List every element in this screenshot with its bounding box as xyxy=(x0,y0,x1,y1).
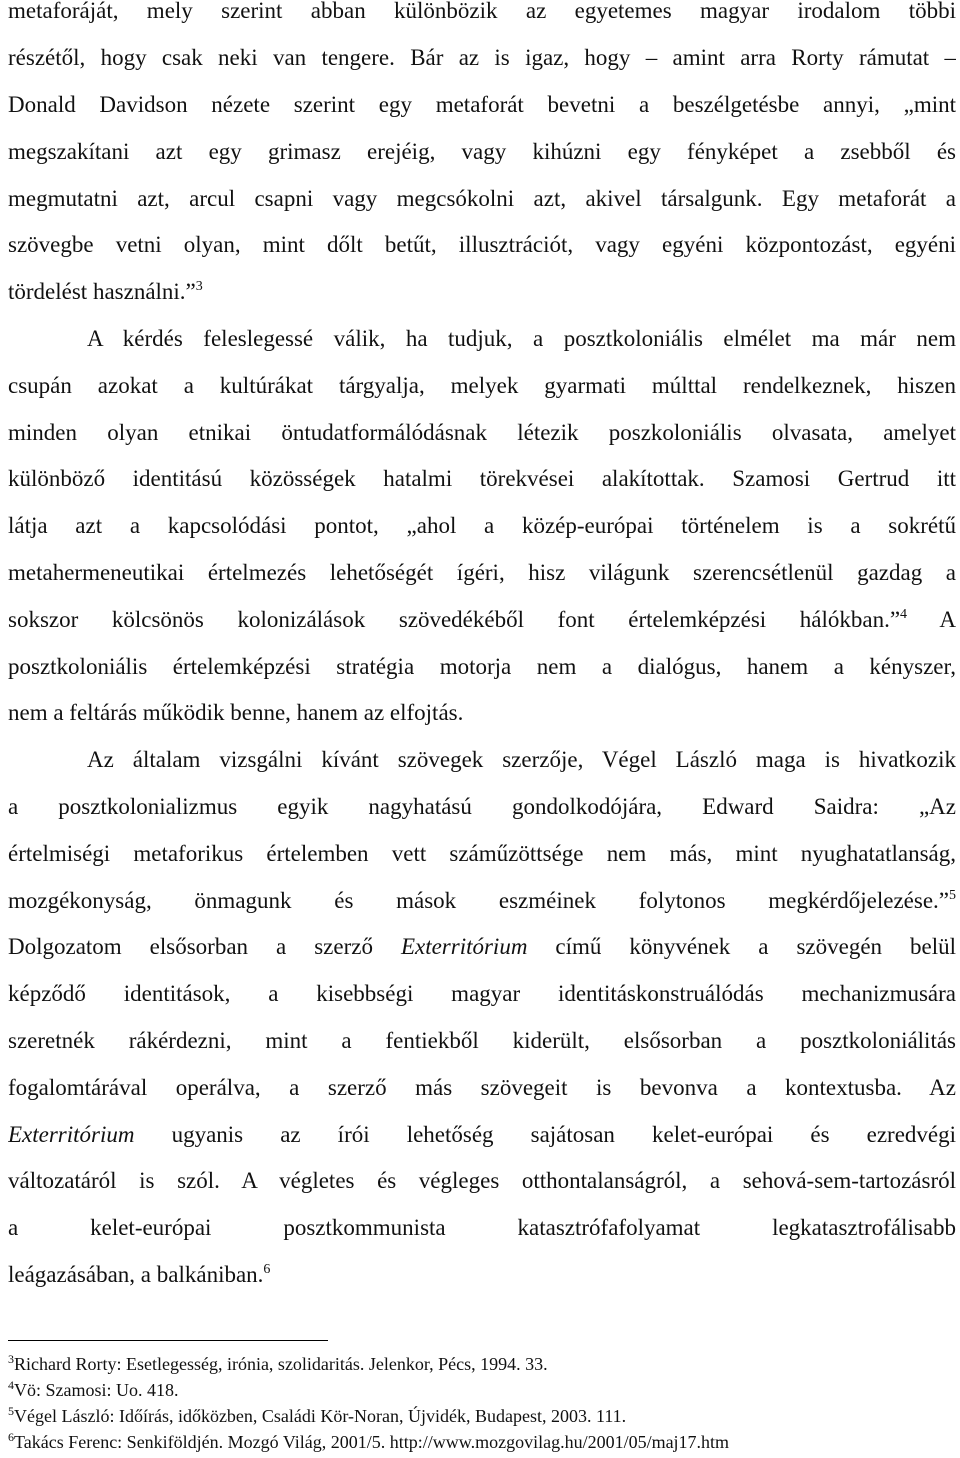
text-segment: leágazásában, a balkániban. xyxy=(8,1262,264,1287)
text-line xyxy=(8,884,956,918)
text-line: a kelet-európai posztkommunista katasztrófafolyamat legkatasztrofálisabb xyxy=(8,1215,956,1240)
text-segment: sokszor kölcsönös kolonizálások szövedékéből font értelemképzési hálókban.” xyxy=(8,607,901,632)
text-segment: című könyvének a szövegén belül xyxy=(555,934,956,959)
footnote-mark: 5 xyxy=(949,888,956,903)
text-line: metaforáját, mely szerint abban különbözik az egyetemes magyar irodalom többi xyxy=(8,0,956,23)
footnote-number: 5 xyxy=(8,1404,14,1418)
footnote-divider xyxy=(8,1340,328,1341)
footnote-number: 6 xyxy=(8,1430,14,1444)
footnote-mark: 4 xyxy=(900,607,908,622)
text-segment: mozgékonyság, önmagunk és mások eszméinek folytonos megkérdőjelezése.” xyxy=(8,888,949,913)
book-title: Exterritórium xyxy=(400,934,528,959)
text-line: posztkoloniális értelemképzési stratégia motorja nem a dialógus, hanem a kényszer, xyxy=(8,654,956,679)
footnote xyxy=(8,1404,626,1428)
text-segment: Dolgozatom elsősorban a szerző xyxy=(8,934,373,959)
text-line: megmutatni azt, arcul csapni vagy megcsókolni azt, akivel társalgunk. Egy metaforát a xyxy=(8,186,956,211)
text-line: változatáról is szól. A végletes és végleges otthontalanságról, a sehová-sem-tartozásról xyxy=(8,1168,956,1193)
text-line: minden olyan etnikai öntudatformálódásnak létezik poszkoloniális olvasata, amelyet xyxy=(8,420,956,445)
footnote-mark: 6 xyxy=(263,1262,271,1277)
text-line: képződő identitások, a kisebbségi magyar identitáskonstruálódás mechanizmusára xyxy=(8,981,956,1006)
text-segment: A xyxy=(939,607,956,632)
footnote xyxy=(8,1352,548,1376)
footnote-text: Végel László: Időírás, időközben, Családi Kör-Noran, Újvidék, Budapest, 2003. 111. xyxy=(14,1406,627,1426)
text-line: megszakítani azt egy grimasz erejéig, vagy kihúzni egy fényképet a zsebből és xyxy=(8,139,956,164)
text-line xyxy=(8,1258,956,1292)
text-line: szeretnék rákérdezni, mint a fentiekből kiderült, elsősorban a posztkoloniálitás xyxy=(8,1028,956,1053)
footnote-text: Takács Ferenc: Senkiföldjén. Mozgó Világ, 2001/5. http://www.mozgovilag.hu/2001/05/maj17.htm xyxy=(14,1432,730,1452)
text-line: értelmiségi metaforikus értelemben vett száműzöttsége nem más, mint nyughatatlanság, xyxy=(8,841,956,866)
text-line: fogalomtárával operálva, a szerző más szövegeit is bevonva a kontextusba. Az xyxy=(8,1075,956,1100)
text-line: Az általam vizsgálni kívánt szövegek szerzője, Végel László maga is hivatkozik xyxy=(87,747,956,772)
footnote-text: Richard Rorty: Esetlegesség, irónia, szolidaritás. Jelenkor, Pécs, 1994. 33. xyxy=(14,1354,548,1374)
footnote xyxy=(8,1430,729,1454)
text-line: A kérdés feleslegessé válik, ha tudjuk, a posztkoloniális elmélet ma már nem xyxy=(87,326,956,351)
footnote-mark: 3 xyxy=(195,279,203,294)
footnote xyxy=(8,1378,179,1402)
text-line: részétől, hogy csak neki van tengere. Bár az is igaz, hogy – amint arra Rorty rámutat – xyxy=(8,45,956,70)
text-line: nem a feltárás működik benne, hanem az elfojtás. xyxy=(8,700,464,725)
text-line: a posztkolonializmus egyik nagyhatású gondolkodójára, Edward Saidra: „Az xyxy=(8,794,956,819)
text-line xyxy=(8,275,956,309)
text-line xyxy=(8,930,956,964)
text-line: csupán azokat a kultúrákat tárgyalja, melyek gyarmati múlttal rendelkeznek, hiszen xyxy=(8,373,956,398)
text-line: különböző identitású közösségek hatalmi törekvései alakítottak. Szamosi Gertrud itt xyxy=(8,466,956,491)
text-line: szövegbe vetni olyan, mint dőlt betűt, illusztrációt, vagy egyéni központozást, egyéni xyxy=(8,232,956,257)
book-title: Exterritórium xyxy=(8,1122,135,1147)
text-segment: tördelést használni.” xyxy=(8,279,196,304)
text-line: Donald Davidson nézete szerint egy metaforát bevetni a beszélgetésbe annyi, „mint xyxy=(8,92,956,117)
text-line: metahermeneutikai értelmezés lehetőségét ígéri, hisz világunk szerencsétlenül gazdag a xyxy=(8,560,956,585)
text-line: látja azt a kapcsolódási pontot, „ahol a közép-európai történelem is a sokrétű xyxy=(8,513,956,538)
footnote-number: 3 xyxy=(8,1352,14,1366)
text-segment: ugyanis az írói lehetőség sajátosan kelet-európai és ezredvégi xyxy=(171,1122,956,1147)
text-line xyxy=(8,1118,956,1152)
footnote-text: Vö: Szamosi: Uo. 418. xyxy=(14,1380,179,1400)
text-line xyxy=(8,603,956,637)
footnote-number: 4 xyxy=(8,1378,14,1392)
